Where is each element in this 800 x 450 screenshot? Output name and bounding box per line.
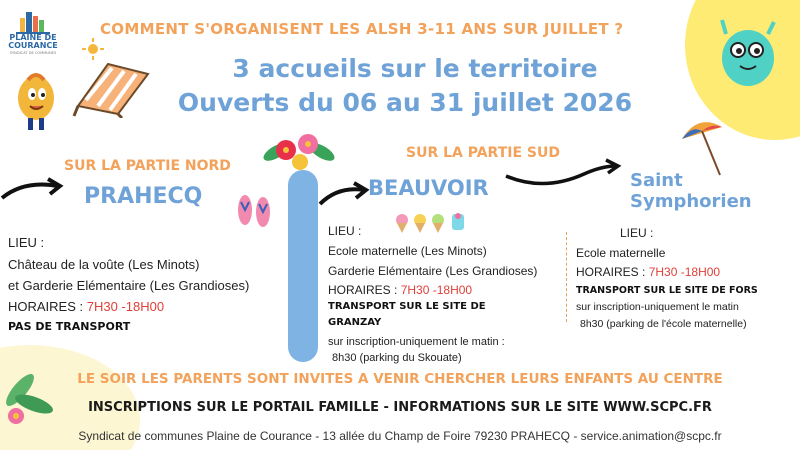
south-transport-line: TRANSPORT SUR LE SITE DE (328, 301, 486, 312)
south-lieu-label: LIEU : (328, 224, 362, 238)
monster-icon (712, 14, 782, 94)
divider-pole (288, 170, 318, 362)
symphorien-site-line: Symphorien (630, 191, 752, 212)
south-lieu-line: Garderie Elémentaire (Les Grandioses) (328, 264, 538, 278)
south-hours-value: 7H30 -18H00 (400, 283, 473, 297)
north-transport: PAS DE TRANSPORT (8, 320, 131, 333)
flowers-icon (262, 122, 338, 182)
north-lieu-label: LIEU : (8, 235, 45, 250)
north-hours (8, 299, 164, 314)
symphorien-hours-value: 7H30 -18H00 (648, 265, 721, 279)
symphorien-lieu-label: LIEU : (620, 226, 654, 240)
south-hours-label: HORAIRES : (328, 283, 398, 297)
flip-flops-icon (234, 192, 274, 228)
south-transport-line: GRANZAY (328, 317, 382, 328)
south-note-line: 8h30 (parking du Skouate) (332, 352, 462, 364)
north-hours-label: HORAIRES : (8, 299, 84, 314)
symphorien-hours (576, 265, 720, 279)
symphorien-site-line: Saint (630, 170, 683, 191)
ice-cream-icon (394, 212, 474, 234)
logo-name: PLAINE DE COURANCE (8, 33, 58, 50)
arrow-icon (318, 180, 372, 208)
north-lieu-line: et Garderie Elémentaire (Les Grandioses) (8, 278, 250, 293)
umbrella-icon (678, 117, 726, 177)
symphorien-divider (566, 232, 567, 322)
north-site-name: PRAHECQ (84, 184, 203, 209)
south-site-name: BEAUVOIR (368, 176, 489, 200)
south-note-line: sur inscription-uniquement le matin : (328, 336, 505, 348)
parents-notice: LE SOIR LES PARENTS SONT INVITES A VENIR CHERCHER LEURS ENFANTS AU CENTRE (77, 371, 723, 387)
inscriptions-notice: INSCRIPTIONS SUR LE PORTAIL FAMILLE - INFORMATIONS SUR LE SITE WWW.SCPC.FR (88, 400, 712, 415)
symphorien-hours-label: HORAIRES : (576, 265, 646, 279)
south-zone-label: SUR LA PARTIE SUD (406, 145, 560, 161)
north-hours-value: 7H30 -18H00 (86, 299, 165, 314)
south-lieu-line: Ecole maternelle (Les Minots) (328, 244, 487, 258)
title-line2: Ouverts du 06 au 31 juillet 2026 (177, 88, 633, 117)
symphorien-transport: TRANSPORT SUR LE SITE DE FORS (576, 285, 758, 296)
sun-icon (82, 38, 104, 60)
logo-tagline: SYNDICAT DE COMMUNES (9, 51, 57, 55)
mascot-icon (8, 70, 64, 136)
arrow-icon (0, 176, 66, 202)
south-hours (328, 283, 472, 297)
headline: COMMENT S'ORGANISENT LES ALSH 3-11 ANS SUR JUILLET ? (100, 20, 624, 38)
arrow-icon (504, 158, 624, 192)
north-zone-label: SUR LA PARTIE NORD (64, 158, 231, 174)
symphorien-lieu-line: Ecole maternelle (576, 246, 666, 260)
north-lieu-line: Château de la voûte (Les Minots) (8, 257, 200, 272)
title-line1: 3 accueils sur le territoire (232, 54, 598, 83)
footer-address: Syndicat de communes Plaine de Courance - 13 allée du Champ de Foire 79230 PRAHECQ - service.animation@scpc.fr (78, 429, 722, 443)
symphorien-note-line: 8h30 (parking de l'école maternelle) (580, 318, 747, 330)
symphorien-note-line: sur inscription-uniquement le matin (576, 301, 739, 313)
